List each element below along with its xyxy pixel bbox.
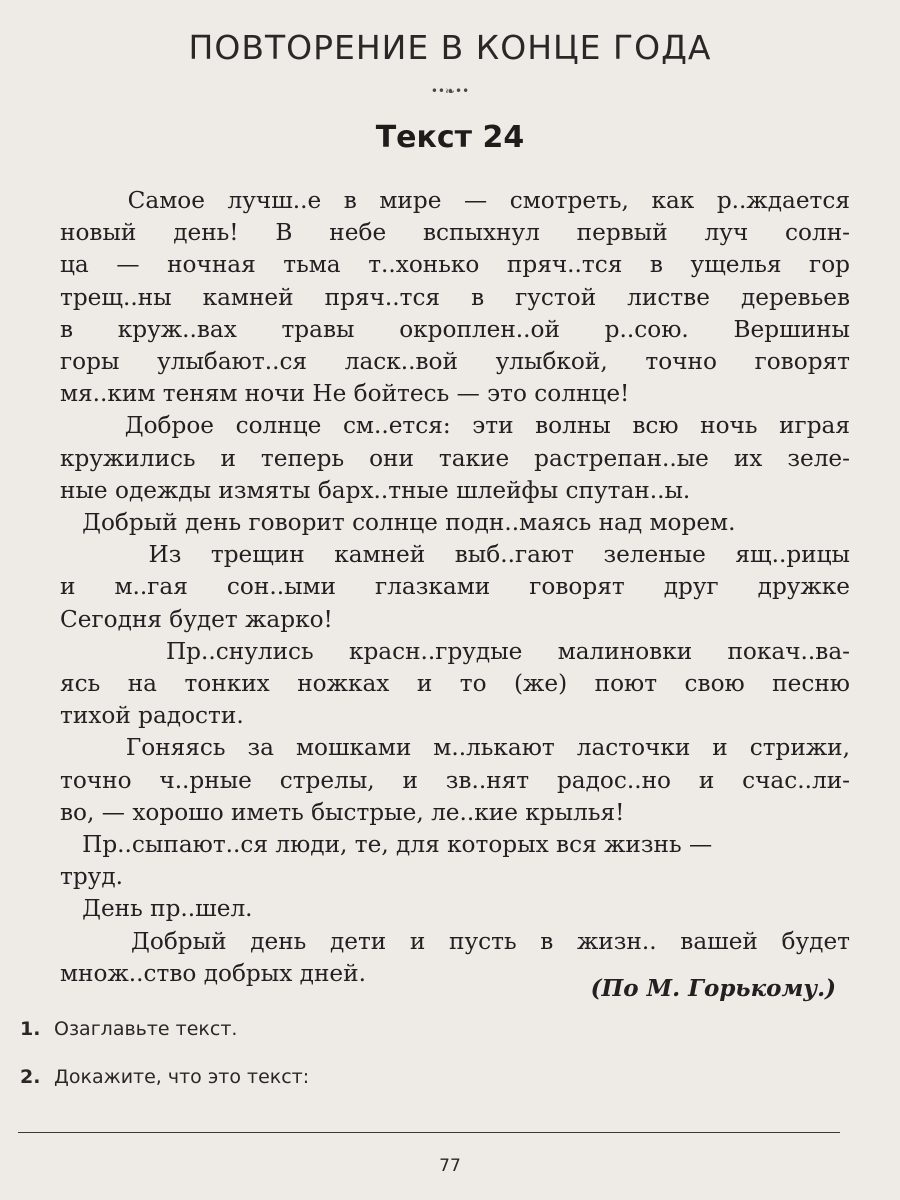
text-line: Гоняясь за мошками м..лькают ласточки и стрижи, [60, 734, 850, 762]
text-line: кружились и теперь они такие растрепан..ые их зеле- [60, 444, 850, 472]
text-line: ца — ночная тьма т..хонько пряч..тся в ущелья гор [60, 251, 850, 279]
task-number: 1. [20, 1018, 41, 1040]
ornament-divider: ••❧•• [430, 84, 470, 98]
text-line: и м..гая сон..ыми глазками говорят друг дружке [60, 573, 850, 601]
text-line: новый день! В небе вспыхнул первый луч солн- [60, 219, 850, 247]
page-number: 77 [439, 1156, 461, 1176]
text-line: Пр..снулись красн..грудые малиновки покач..ва- [60, 637, 850, 665]
text-line: Сегодня будет жарко! [60, 605, 333, 633]
task-text: Докажите, что это текст: [54, 1066, 310, 1088]
text-line: День пр..шел. [60, 895, 253, 923]
text-line: ные одежды измяты барх..тные шлейфы спутан..ы. [60, 476, 691, 504]
text-line: во, — хорошо иметь быстрые, ле..кие крылья! [60, 798, 625, 826]
text-line: трещ..ны камней пряч..тся в густой листве деревьев [60, 283, 850, 311]
text-line: тихой радости. [60, 702, 244, 730]
text-line: Пр..сыпают..ся люди, те, для которых вся жизнь — [60, 831, 713, 859]
task-text: Озаглавьте текст. [54, 1018, 238, 1040]
text-line: точно ч..рные стрелы, и зв..нят радос..но и счас..ли- [60, 766, 850, 794]
text-line: горы улыбают..ся ласк..вой улыбкой, точно говорят [60, 348, 850, 376]
text-line: труд. [60, 863, 123, 891]
text-line: мя..ким теням ночи Не бойтесь — это солнце! [60, 380, 630, 408]
exercise-text [60, 185, 850, 990]
task-item [20, 1018, 237, 1040]
text-line: ясь на тонких ножках и то (же) поют свою песню [60, 670, 850, 698]
text-line: Самое лучш..е в мире — смотреть, как р..ждается [60, 187, 850, 214]
section-title: ПОВТОРЕНИЕ В КОНЦЕ ГОДА [188, 28, 712, 67]
text-line: в круж..вах травы окроплен..ой р..сою. Вершины [60, 315, 850, 343]
text-title: Текст 24 [375, 120, 525, 155]
text-line: множ..ство добрых дней. [60, 959, 366, 987]
text-line: Доброе солнце см..ется: эти волны всю ночь играя [60, 412, 850, 440]
task-number: 2. [20, 1066, 41, 1088]
text-line: Из трещин камней выб..гают зеленые ящ..рицы [60, 541, 850, 569]
text-line: Добрый день дети и пусть в жизн.. вашей будет [60, 927, 850, 955]
footer-rule [18, 1132, 840, 1133]
text-line: Добрый день говорит солнце подн..маясь над морем. [60, 509, 736, 537]
task-item [20, 1066, 309, 1088]
author-attribution: (По М. Горькому.) [590, 975, 836, 1002]
